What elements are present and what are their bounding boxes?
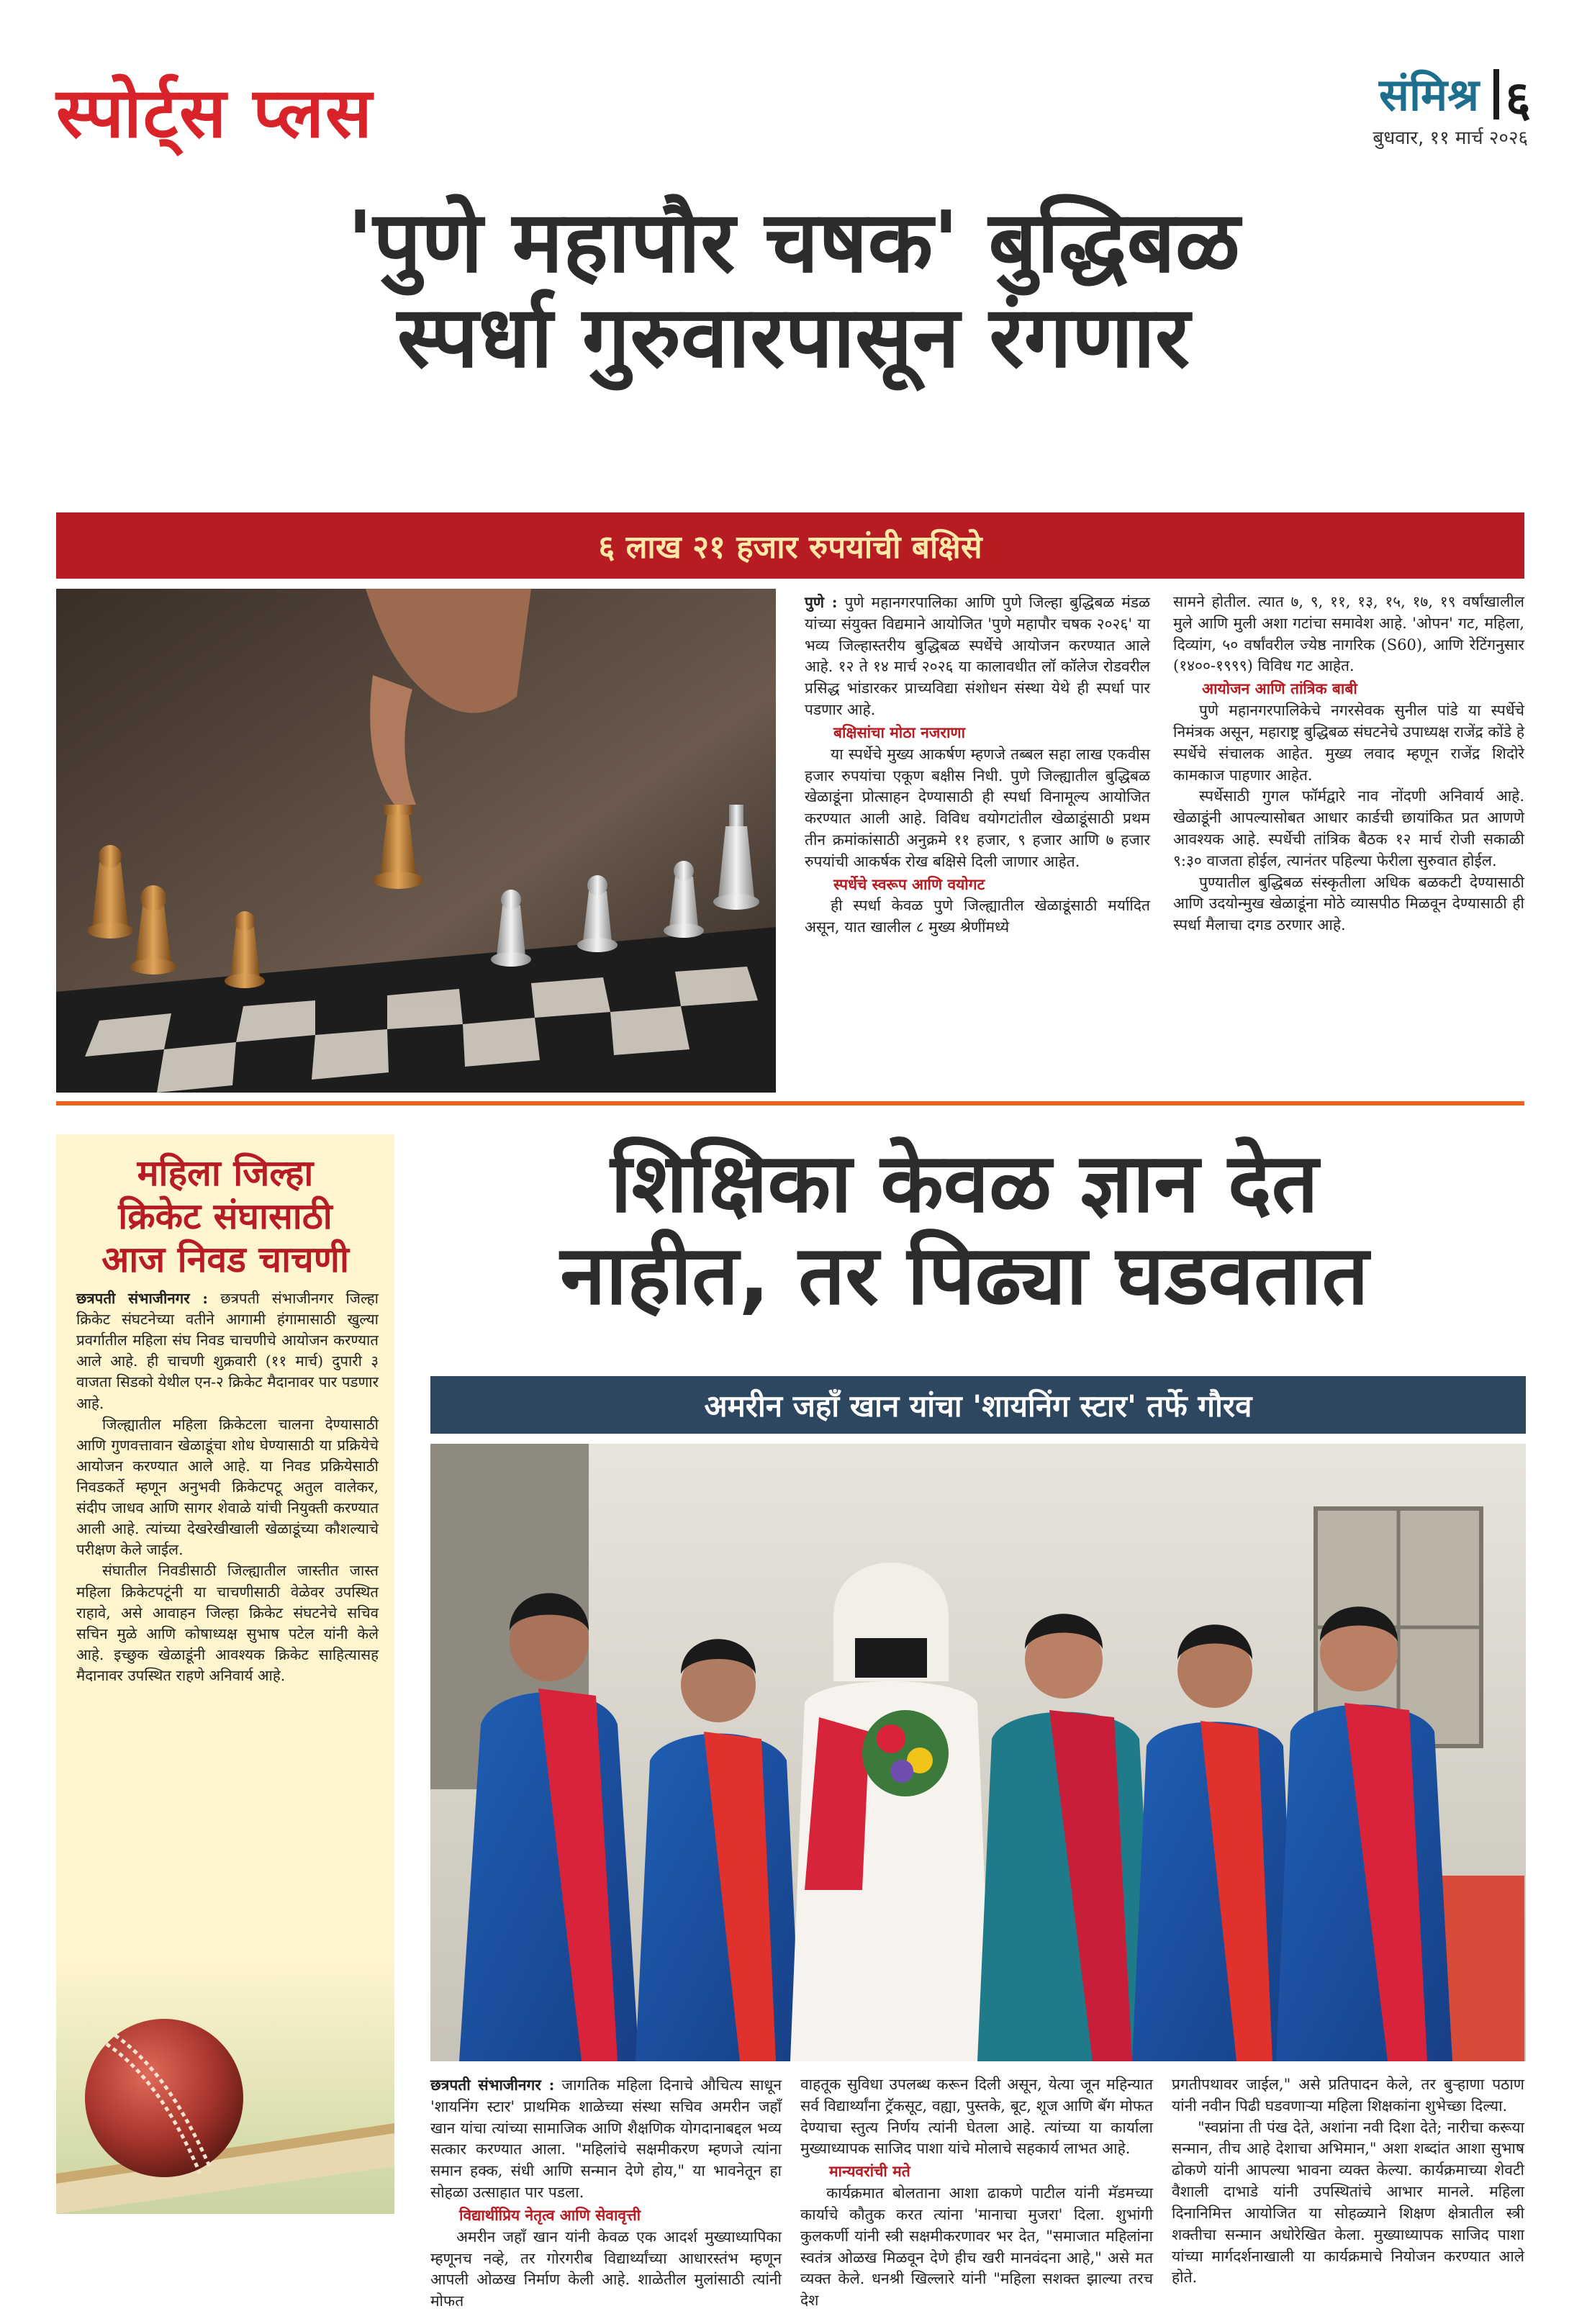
- sidebar-paragraph: संघातील निवडीसाठी जिल्ह्यातील जास्तीत जास्त महिला क्रिकेटपटूंनी या चाचणीसाठी वेळेवर उपस्थित राहावे, असे आवाहन जिल्हा क्रिकेट संघटनेचे सचिव सचिन मुळे आणि कोषाध्यक्ष सुभाष पटेल यांनी केले आहे. इच्छुक खेळाडूंनी आवश्यक क्रिकेट साहित्यासह मैदानावर उपस्थित राहणे अनिवार्य आहे.: [76, 1562, 379, 1684]
- felicitation-photo-illustration: [430, 1444, 1526, 2061]
- story1-headline-line1: 'पुणे महापौर चषक' बुद्धिबळ: [347, 192, 1240, 291]
- story1-subhead: आयोजन आणि तांत्रिक बाबी: [1202, 680, 1357, 698]
- story1-column-1: [805, 592, 1150, 939]
- sidebar-headline-line3: आज निवड चाचणी: [101, 1239, 349, 1280]
- felicitation-photo: [430, 1444, 1526, 2061]
- story2-headline-line2: नाहीत, तर पिढ्या घडवतात: [560, 1226, 1369, 1323]
- story2-column-2: [800, 2074, 1153, 2312]
- story2-paragraph: अमरीन जहाँ खान यांनी केवळ एक आदर्श मुख्याध्यापिका म्हणूनच नव्हे, तर गोरगरीब विद्यार्थ्यांच्या आधारस्तंभ म्हणून आपली ओळख निर्माण केली आहे. शाळेतील मुलांसाठी त्यांनी मोफत: [430, 2228, 782, 2310]
- story2-paragraph: जागतिक महिला दिनाचे औचित्य साधून 'शायनिंग स्टार' प्राथमिक शाळेच्या संस्था सचिव अमरीन जहाँ खान यांचा त्यांच्या सामाजिक आणि शैक्षणिक योगदानाबद्दल भव्य सत्कार करण्यात आला. "महिलांचे सक्षमीकरण म्हणजे त्यांना समान हक्क, संधी आणि सन्मान देणे होय," या भावनेतून हा सोहळा उत्साहात पार पडला.: [430, 2076, 782, 2202]
- story1-paragraph: सामने होतील. त्यात ७, ९, ११, १३, १५, १७, १९ वर्षांखालील मुले आणि मुली अशा गटांचा समावेश आहे. 'ओपन' गट, महिला, दिव्यांग, ५० वर्षांवरील ज्येष्ठ नागरिक (S60), आणि रेटिंगनुसार (१४००-१९९९) विविध गट आहेत.: [1173, 593, 1524, 675]
- story1-dateline: पुणे :: [805, 593, 838, 611]
- section-name: संमिश्र: [1379, 68, 1479, 121]
- story2-paragraph: कार्यक्रमात बोलताना आशा ढाकणे पाटील यांनी मॅडमच्या कार्याचे कौतुक करत त्यांना 'मानाचा मुजरा' दिला. शुभांगी कुलकर्णी यांनी स्त्री सक्षमीकरणावर भर देत, "समाजात महिलांना स्वतंत्र ओळख मिळवून देणे हीच खरी मानवंदना आहे," असे मत व्यक्त केले. धनश्री खिल्लारे यांनी "महिला सशक्त झाल्या तरच देश: [800, 2184, 1153, 2310]
- story2-headline-line1: शिक्षिका केवळ ज्ञान देत: [610, 1135, 1319, 1231]
- masthead-title: स्पोर्ट्स प्लस: [56, 73, 374, 153]
- sidebar-headline: [56, 1152, 394, 1281]
- story1-paragraph: स्पर्धेसाठी गुगल फॉर्मद्वारे नाव नोंदणी अनिवार्य आहे. खेळाडूंनी आपल्यासोबत आधार कार्डची छायांकित प्रत आणणे आवश्यक आहे. स्पर्धेची तांत्रिक बैठक १२ मार्च रोजी सकाळी ९:३० वाजता होईल, त्यानंतर पहिल्या फेरीला सुरुवात होईल.: [1173, 787, 1524, 869]
- story1-headline: [43, 192, 1544, 387]
- issue-date: बुधवार, ११ मार्च २०२६: [1373, 127, 1528, 149]
- sidebar-body: [76, 1288, 379, 1686]
- story2-banner: [430, 1376, 1526, 1434]
- story1-banner-text: ६ लाख २१ हजार रुपयांची बक्षिसे: [598, 529, 982, 566]
- story2-column-3: [1172, 2074, 1524, 2289]
- story2-banner-text: अमरीन जहाँ खान यांचा 'शायनिंग स्टार' तर्फे गौरव: [704, 1388, 1252, 1424]
- cricket-ball-image: [56, 1958, 394, 2214]
- section-divider: [56, 1101, 1524, 1106]
- story2-subhead: मान्यवरांची मते: [829, 2163, 910, 2181]
- cricket-ball-illustration: [56, 1958, 394, 2214]
- sidebar-headline-line1: महिला जिल्हा: [137, 1152, 314, 1194]
- story2-paragraph: प्रगतीपथावर जाईल," असे प्रतिपादन केले, तर बुऱ्हाणा पठाण यांनी नवीन पिढी घडवणाऱ्या महिला शिक्षकांना शुभेच्छा दिल्या.: [1172, 2076, 1524, 2115]
- story1-paragraph: पुणे महानगरपालिका आणि पुणे जिल्हा बुद्धिबळ मंडळ यांच्या संयुक्त विद्यमाने आयोजित 'पुणे महापौर चषक २०२६' या भव्य जिल्हास्तरीय बुद्धिबळ स्पर्धेचे आयोजन करण्यात आले आहे. १२ ते १४ मार्च २०२६ या कालावधीत लॉ कॉलेज रोडवरील प्रसिद्ध भांडारकर प्राच्यविद्या संशोधन संस्था येथे ही स्पर्धा पार पडणार आहे.: [805, 594, 1150, 719]
- story2-subhead: विद्यार्थीप्रिय नेतृत्व आणि सेवावृत्ती: [459, 2206, 641, 2224]
- chess-photo-illustration: [56, 589, 776, 1093]
- story1-paragraph: पुणे महानगरपालिकेचे नगरसेवक सुनील पांडे या स्पर्धेचे निमंत्रक असून, महाराष्ट्र बुद्धिबळ संघटनेचे उपाध्यक्ष राजेंद्र कोंडे हे स्पर्धेचे संचालक आहेत. मुख्य लवाद म्हणून राजेंद्र शिदोरे कामकाज पाहणार आहेत.: [1173, 702, 1524, 784]
- story2-paragraph: वाहतूक सुविधा उपलब्ध करून दिली असून, येत्या जून महिन्यात सर्व विद्यार्थ्यांना ट्रॅकसूट, वह्या, पुस्तके, बूट, शूज आणि बॅग मोफत देण्याचा स्तुत्य निर्णय त्यांनी घेतला आहे. त्यांच्या या कार्याला मुख्याध्यापक साजिद पाशा यांचे मोलाचे सहकार्य लाभत आहे.: [800, 2076, 1153, 2158]
- story1-subhead: बक्षिसांचा मोठा नजराणा: [833, 723, 966, 741]
- story1-column-2: [1173, 592, 1524, 936]
- sidebar-headline-line2: क्रिकेट संघासाठी: [118, 1195, 333, 1237]
- story1-subhead: स्पर्धेचे स्वरूप आणि वयोगट: [833, 875, 985, 893]
- sidebar-dateline: छत्रपती संभाजीनगर :: [76, 1290, 209, 1307]
- sidebar-paragraph: जिल्ह्यातील महिला क्रिकेटला चालना देण्यासाठी आणि गुणवत्तावान खेळाडूंचा शोध घेण्यासाठी या प्रक्रियेचे आयोजन करण्यात आले आहे. या निवड प्रक्रियेसाठी निवडकर्ते म्हणून अनुभवी क्रिकेटपटू अतुल वालेकर, संदीप जाधव आणि सागर शेवाळे यांची नियुक्ती करण्यात आली आहे. त्यांच्या देखरेखीखाली खेळाडूंच्या कौशल्याचे परीक्षण केले जाईल.: [76, 1415, 379, 1559]
- masthead-divider: [1493, 69, 1499, 119]
- story2-paragraph: "स्वप्नांना ती पंख देते, अशांना नवी दिशा देते; नारीचा करूया सन्मान, तीच आहे देशाचा अभिमान," अशा शब्दांत आशा सुभाष ढोकणे यांनी आपल्या भावना व्यक्त केल्या. कार्यक्रमाच्या शेवटी वैशाली दाभाडे यांनी उपस्थितांचे आभार मानले. महिला दिनानिमित्त आयोजित या सोहळ्याने शिक्षण क्षेत्रातील स्त्री शक्तीचा सन्मान अधोरेखित केला. मुख्याध्यापक साजिद पाशा यांच्या मार्गदर्शनाखाली या कार्यक्रमाचे नियोजन करण्यात आले होते.: [1172, 2118, 1524, 2287]
- story1-headline-line2: स्पर्धा गुरुवारपासून रंगणार: [397, 287, 1190, 387]
- sidebar-paragraph: छत्रपती संभाजीनगर जिल्हा क्रिकेट संघटनेच्या वतीने आगामी हंगामासाठी खुल्या प्रवर्गातील महिला संघ निवड चाचणीचे आयोजन करण्यात आले आहे. ही चाचणी शुक्रवारी (११ मार्च) दुपारी ३ वाजता सिडको येथील एन-२ क्रिकेट मैदानावर पार पडणार आहे.: [76, 1290, 379, 1412]
- page-number: ६: [1505, 71, 1531, 128]
- story1-paragraph: ही स्पर्धा केवळ पुणे जिल्ह्यातील खेळाडूंसाठी मर्यादित असून, यात खालील ८ मुख्य श्रेणींमध्ये: [805, 897, 1150, 936]
- chess-photo: [56, 589, 776, 1093]
- story1-paragraph: या स्पर्धेचे मुख्य आकर्षण म्हणजे तब्बल सहा लाख एकवीस हजार रुपयांचा एकूण बक्षीस निधी. पुणे जिल्ह्यातील बुद्धिबळ खेळाडूंना प्रोत्साहन देण्यासाठी ही स्पर्धा विनामूल्य आयोजित करण्यात आली आहे. विविध वयोगटांतील खेळाडूंसाठी प्रथम तीन क्रमांकांसाठी अनुक्रमे ११ हजार, ९ हजार आणि ७ हजार रुपयांची आकर्षक रोख बक्षिसे दिली जाणार आहेत.: [805, 745, 1150, 870]
- story2-column-1: [430, 2074, 782, 2312]
- story1-paragraph: पुण्यातील बुद्धिबळ संस्कृतीला अधिक बळकटी देण्यासाठी आणि उदयोन्मुख खेळाडूंना मोठे व्यासपीठ मिळवून देण्यासाठी ही स्पर्धा मैलाचा दगड ठरणार आहे.: [1173, 873, 1524, 934]
- story2-headline: [403, 1137, 1526, 1321]
- story1-banner: [56, 512, 1524, 579]
- story2-dateline: छत्रपती संभाजीनगर :: [430, 2076, 555, 2094]
